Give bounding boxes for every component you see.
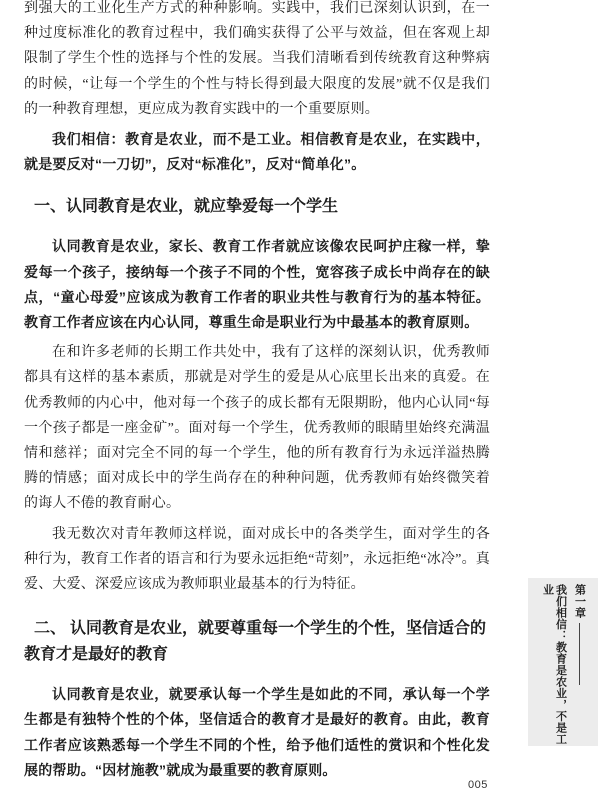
paragraph-section1-b: 在和许多老师的长期工作共处中，我有了这样的深刻认识，优秀教师都具有这样的基本素质，那就是对学生的爱是从心底里长出来的真爱。在优秀教师的内心中，他对每一个孩子的成长都有无限期盼，他内心认同“每一个孩子都是一座金矿”。面对每一个学生，优秀教师的眼睛里始终充满温情和慈祥；面对完全不同的每一个学生，他的所有教育行为永远洋溢热腾腾的情感；面对成长中的学生尚存在的种种问题，优秀教师有始终微笑着的诲人不倦的教育耐心。 — [24, 345, 490, 512]
section-heading-2 — [24, 616, 490, 668]
paragraph-belief: 我们相信：教育是农业，而不是工业。相信教育是农业，在实践中，就是要反对“一刀切”，反对“标准化”，反对“简单化”。 — [24, 131, 490, 173]
chapter-side-tab — [528, 578, 598, 746]
section-heading-2-line2: 教育才是最好的教育 — [24, 646, 169, 664]
section-heading-2-line1: 二、 认同教育是农业，就要尊重每一个学生的个性，坚信适合的 — [34, 620, 487, 638]
paragraph-intro: 到强大的工业化生产方式的种种影响。实践中，我们已深刻认识到，在一种过度标准化的教育过程中，我们确实获得了公平与效益，但在客观上却限制了学生个性的选择与个性的发展。当我们清晰看到传统教育这种弊病的时候，“让每一个学生的个性与特长得到最大限度的发展”就不仅是我们的一种教育理想，更应成为教育实践中的一个重要原则。 — [24, 1, 490, 117]
page-body — [24, 0, 490, 783]
paragraph-section1-c: 我无数次对青年教师这样说，面对成长中的各类学生，面对学生的各种行为，教育工作者的语言和行为要永远拒绝“苛刻”，永远拒绝“冰冷”。真爱、大爱、深爱应该成为教师职业最基本的行为特征。 — [24, 526, 490, 593]
paragraph-section1-a: 认同教育是农业，家长、教育工作者就应该像农民呵护庄稼一样，挚爱每一个孩子，接纳每一个孩子不同的个性，宽容孩子成长中尚存在的缺点，“童心母爱”应该成为教育工作者的职业共性与教育行为的基本特征。教育工作者应该在内心认同，尊重生命是职业行为中最基本的教育原则。 — [24, 238, 490, 331]
paragraph-section2: 认同教育是农业，就要承认每一个学生是如此的不同，承认每一个学生都是有独特个性的个体，坚信适合的教育才是最好的教育。由此，教育工作者应该熟悉每一个学生不同的个性，给予他们适性的赏识和个性化发展的帮助。“因材施教”就成为最重要的教育原则。 — [24, 686, 490, 778]
chapter-number: 第一章 — [573, 584, 586, 746]
chapter-title: 我们相信：教育是农业，不是工业 — [541, 584, 567, 745]
section-heading-1: 一、认同教育是农业，就应挚爱每一个学生 — [34, 198, 339, 216]
page-number: 005 — [468, 779, 488, 791]
